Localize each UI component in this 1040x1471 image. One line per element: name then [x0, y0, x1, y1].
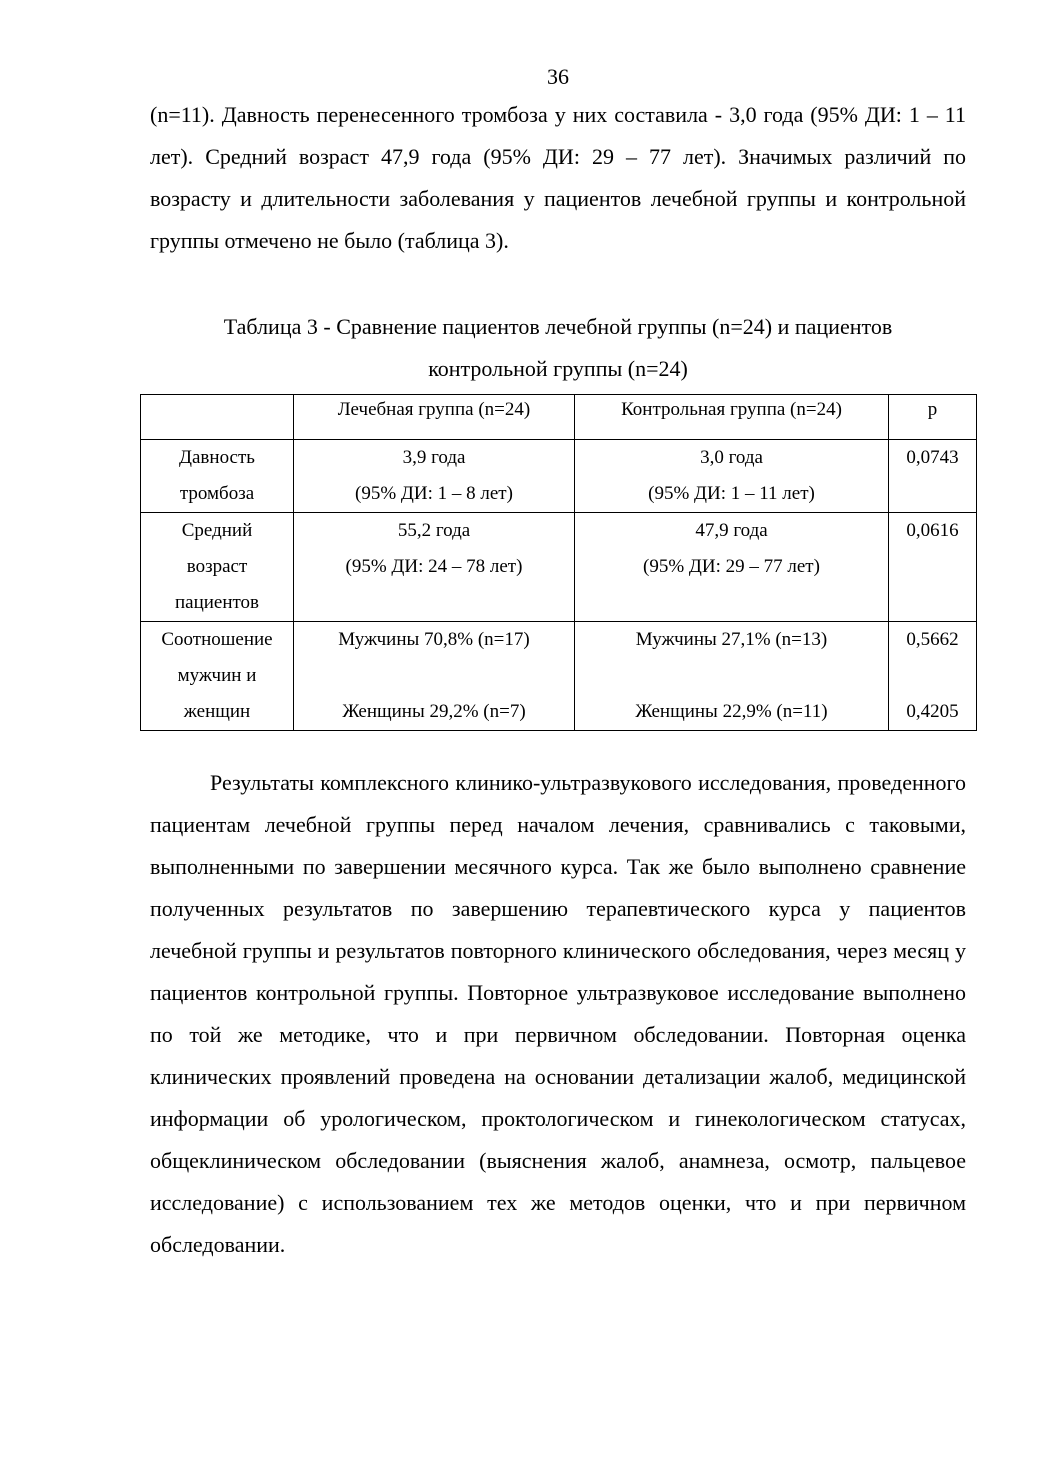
p-value-cell [889, 440, 977, 513]
treatment-value: 3,9 года [402, 447, 466, 468]
row-label-line: возраст [186, 556, 248, 577]
header-p-value: р [889, 395, 977, 440]
row-label-line: Средний [181, 520, 253, 541]
row-label-line: Соотношение [161, 629, 273, 650]
treatment-ci: (95% ДИ: 1 – 8 лет) [355, 483, 513, 504]
header-empty-cell [141, 395, 294, 440]
p-value-cell [889, 622, 977, 731]
control-cell [575, 622, 889, 731]
cell-spacer [298, 658, 570, 694]
p-value-women: 0,4205 [906, 701, 959, 722]
row-label-cell [141, 622, 294, 731]
row-label-line: пациентов [174, 592, 260, 613]
control-men: Мужчины 27,1% (n=13) [635, 629, 828, 650]
control-women: Женщины 22,9% (n=11) [635, 701, 828, 722]
control-cell [575, 513, 889, 622]
p-value-men: 0,5662 [906, 629, 959, 650]
row-label-cell [141, 440, 294, 513]
treatment-ci: (95% ДИ: 24 – 78 лет) [345, 556, 523, 577]
table-header-row [141, 395, 977, 440]
row-label-line: Давность [179, 447, 255, 468]
comparison-table [140, 394, 977, 731]
cell-spacer [893, 658, 972, 694]
table-row [141, 440, 977, 513]
row-label-line: женщин [183, 701, 251, 722]
control-cell [575, 440, 889, 513]
p-value: 0,0743 [906, 447, 959, 468]
control-value: 47,9 года [695, 520, 768, 541]
control-value: 3,0 года [700, 447, 763, 468]
table-row [141, 622, 977, 731]
control-ci: (95% ДИ: 29 – 77 лет) [643, 556, 820, 577]
treatment-women: Женщины 29,2% (n=7) [342, 701, 526, 722]
row-label-line: мужчин и [177, 665, 257, 686]
row-label-cell [141, 513, 294, 622]
paragraph-intro: (n=11). Давность перенесенного тромбоза у них составила - 3,0 года (95% ДИ: 1 – 11 лет). Средний возраст 47,9 года (95% ДИ: 29 – 77 лет). Значимых различий по возрасту и длительности заболевания у пациентов лечебной группы и контрольной группы отмечено не было (таблица 3). [150, 102, 966, 253]
header-control-group: Контрольная группа (n=24) [575, 395, 889, 440]
table-caption [140, 306, 976, 390]
treatment-cell [294, 440, 575, 513]
p-value-cell [889, 513, 977, 622]
p-value: 0,0616 [906, 520, 959, 541]
table-caption-line-1: Таблица 3 - Сравнение пациентов лечебной группы (n=24) и пациентов [223, 314, 893, 339]
page-number: 36 [547, 64, 569, 89]
control-ci: (95% ДИ: 1 – 11 лет) [648, 483, 815, 504]
treatment-cell [294, 513, 575, 622]
header-treatment-group: Лечебная группа (n=24) [294, 395, 575, 440]
paragraph-results: Результаты комплексного клинико-ультразвукового исследования, проведенного пациентам лечебной группы перед началом лечения, сравнивались с таковыми, выполненными по завершении месячного курса. Так же было выполнено сравнение полученных результатов по завершению терапевтического курса у пациентов лечебной группы и результатов повторного клинического обследования, через месяц у пациентов контрольной группы. Повторное ультразвуковое исследование выполнено по той же методике, что и при первичном обследовании. Повторная оценка клинических проявлений проведена на основании детализации жалоб, медицинской информации об урологическом, проктологическом и гинекологическом статусах, общеклиническом обследовании (выяснения жалоб, анамнеза, осмотр, пальцевое исследование) с использованием тех же методов оценки, что и при первичном обследовании. [150, 770, 966, 1257]
treatment-value: 55,2 года [397, 520, 471, 541]
treatment-men: Мужчины 70,8% (n=17) [338, 629, 530, 650]
table-caption-line-2: контрольной группы (n=24) [428, 356, 688, 381]
table-row [141, 513, 977, 622]
cell-spacer [579, 658, 884, 694]
treatment-cell [294, 622, 575, 731]
row-label-line: тромбоза [179, 483, 255, 504]
